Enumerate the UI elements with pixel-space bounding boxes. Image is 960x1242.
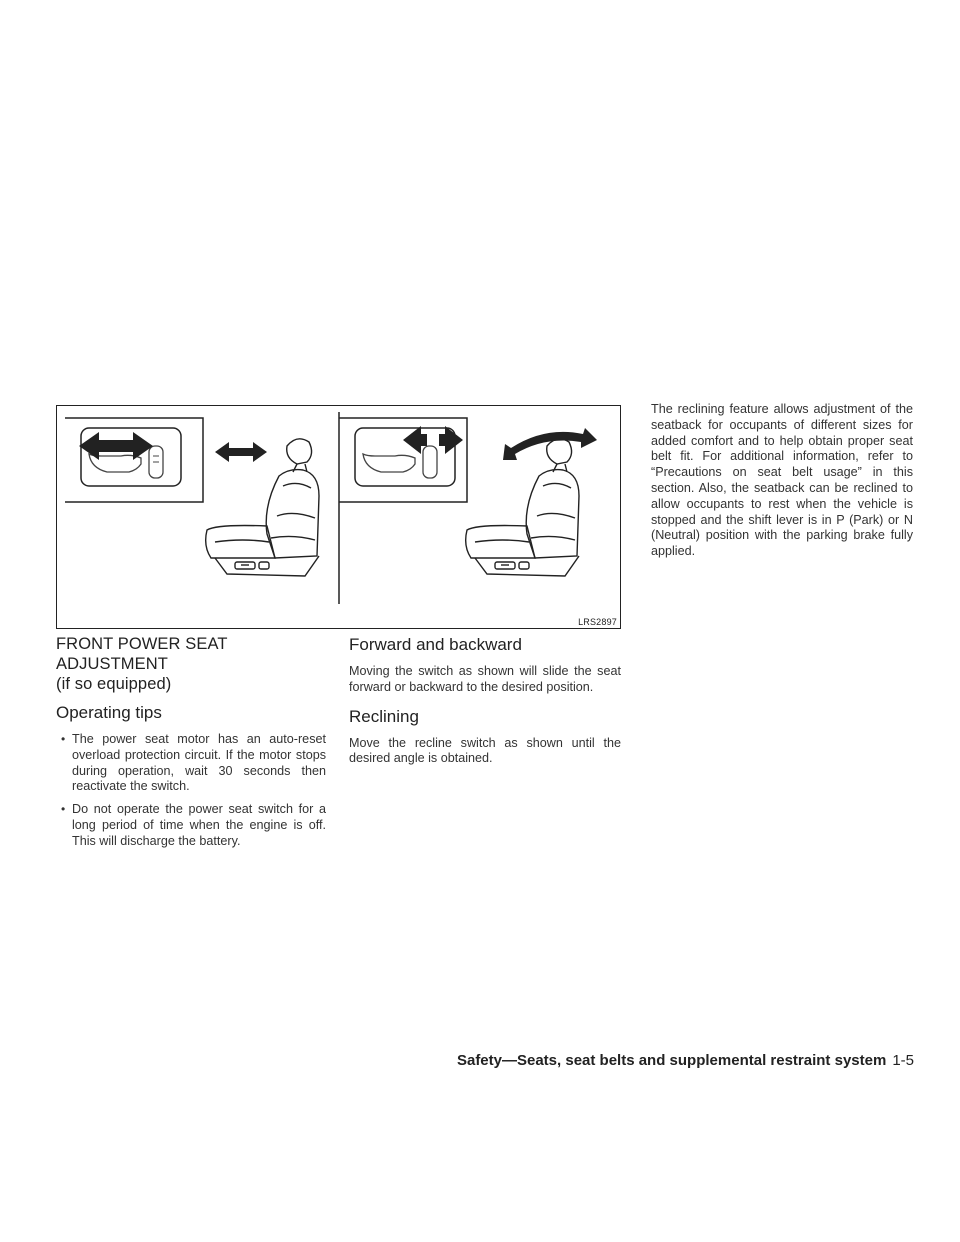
- section-title-line1: FRONT POWER SEAT ADJUSTMENT: [56, 635, 228, 673]
- page-number: 1-5: [892, 1052, 914, 1069]
- section-title-line2: (if so equipped): [56, 675, 172, 693]
- column-left: [56, 634, 326, 857]
- seat-switch-recline-icon: [339, 418, 467, 502]
- column-middle: [349, 634, 621, 777]
- power-seat-icon: [206, 439, 319, 576]
- operating-tips-list: [60, 732, 326, 850]
- power-seat-icon: [466, 439, 579, 576]
- figure-code: LRS2897: [578, 617, 617, 627]
- column-right: [651, 402, 913, 560]
- forward-backward-heading: Forward and backward: [349, 635, 522, 654]
- seat-illustration: [57, 406, 619, 627]
- list-item: • Do not operate the power seat switch for a long period of time when the engine is off. This will discharge the battery.: [60, 802, 326, 849]
- footer-chapter-title: Safety—Seats, seat belts and supplemental restraint system: [456, 1052, 887, 1069]
- section-title: [56, 634, 326, 694]
- operating-tips-heading: Operating tips: [56, 703, 162, 722]
- seat-switch-forward-backward-icon: [65, 418, 203, 502]
- forward-backward-text: Moving the switch as shown will slide the seat forward or backward to the desired position.: [349, 664, 621, 694]
- seat-adjustment-figure: [56, 405, 621, 629]
- reclining-text: Move the recline switch as shown until the desired angle is obtained.: [349, 735, 621, 766]
- list-item: • The power seat motor has an auto-reset overload protection circuit. If the motor stops during operation, wait 30 seconds then reactivate the switch.: [60, 732, 326, 795]
- curved-double-arrow-icon: [503, 428, 597, 460]
- page-footer: [457, 1052, 914, 1069]
- double-arrow-icon: [215, 442, 267, 462]
- reclining-detail-text: The reclining feature allows adjustment of the seatback for occupants of different sizes for added comfort and to help obtain proper seat belt fit. For additional information, refer to “Precautions on seat belt usage” in this section. Also, the seatback can be reclined to allow occupants to rest when the vehicle is stopped and the shift lever is in P (Park) or N (Neutral) position with the parking brake fully applied.: [651, 402, 913, 559]
- reclining-heading: Reclining: [349, 706, 419, 726]
